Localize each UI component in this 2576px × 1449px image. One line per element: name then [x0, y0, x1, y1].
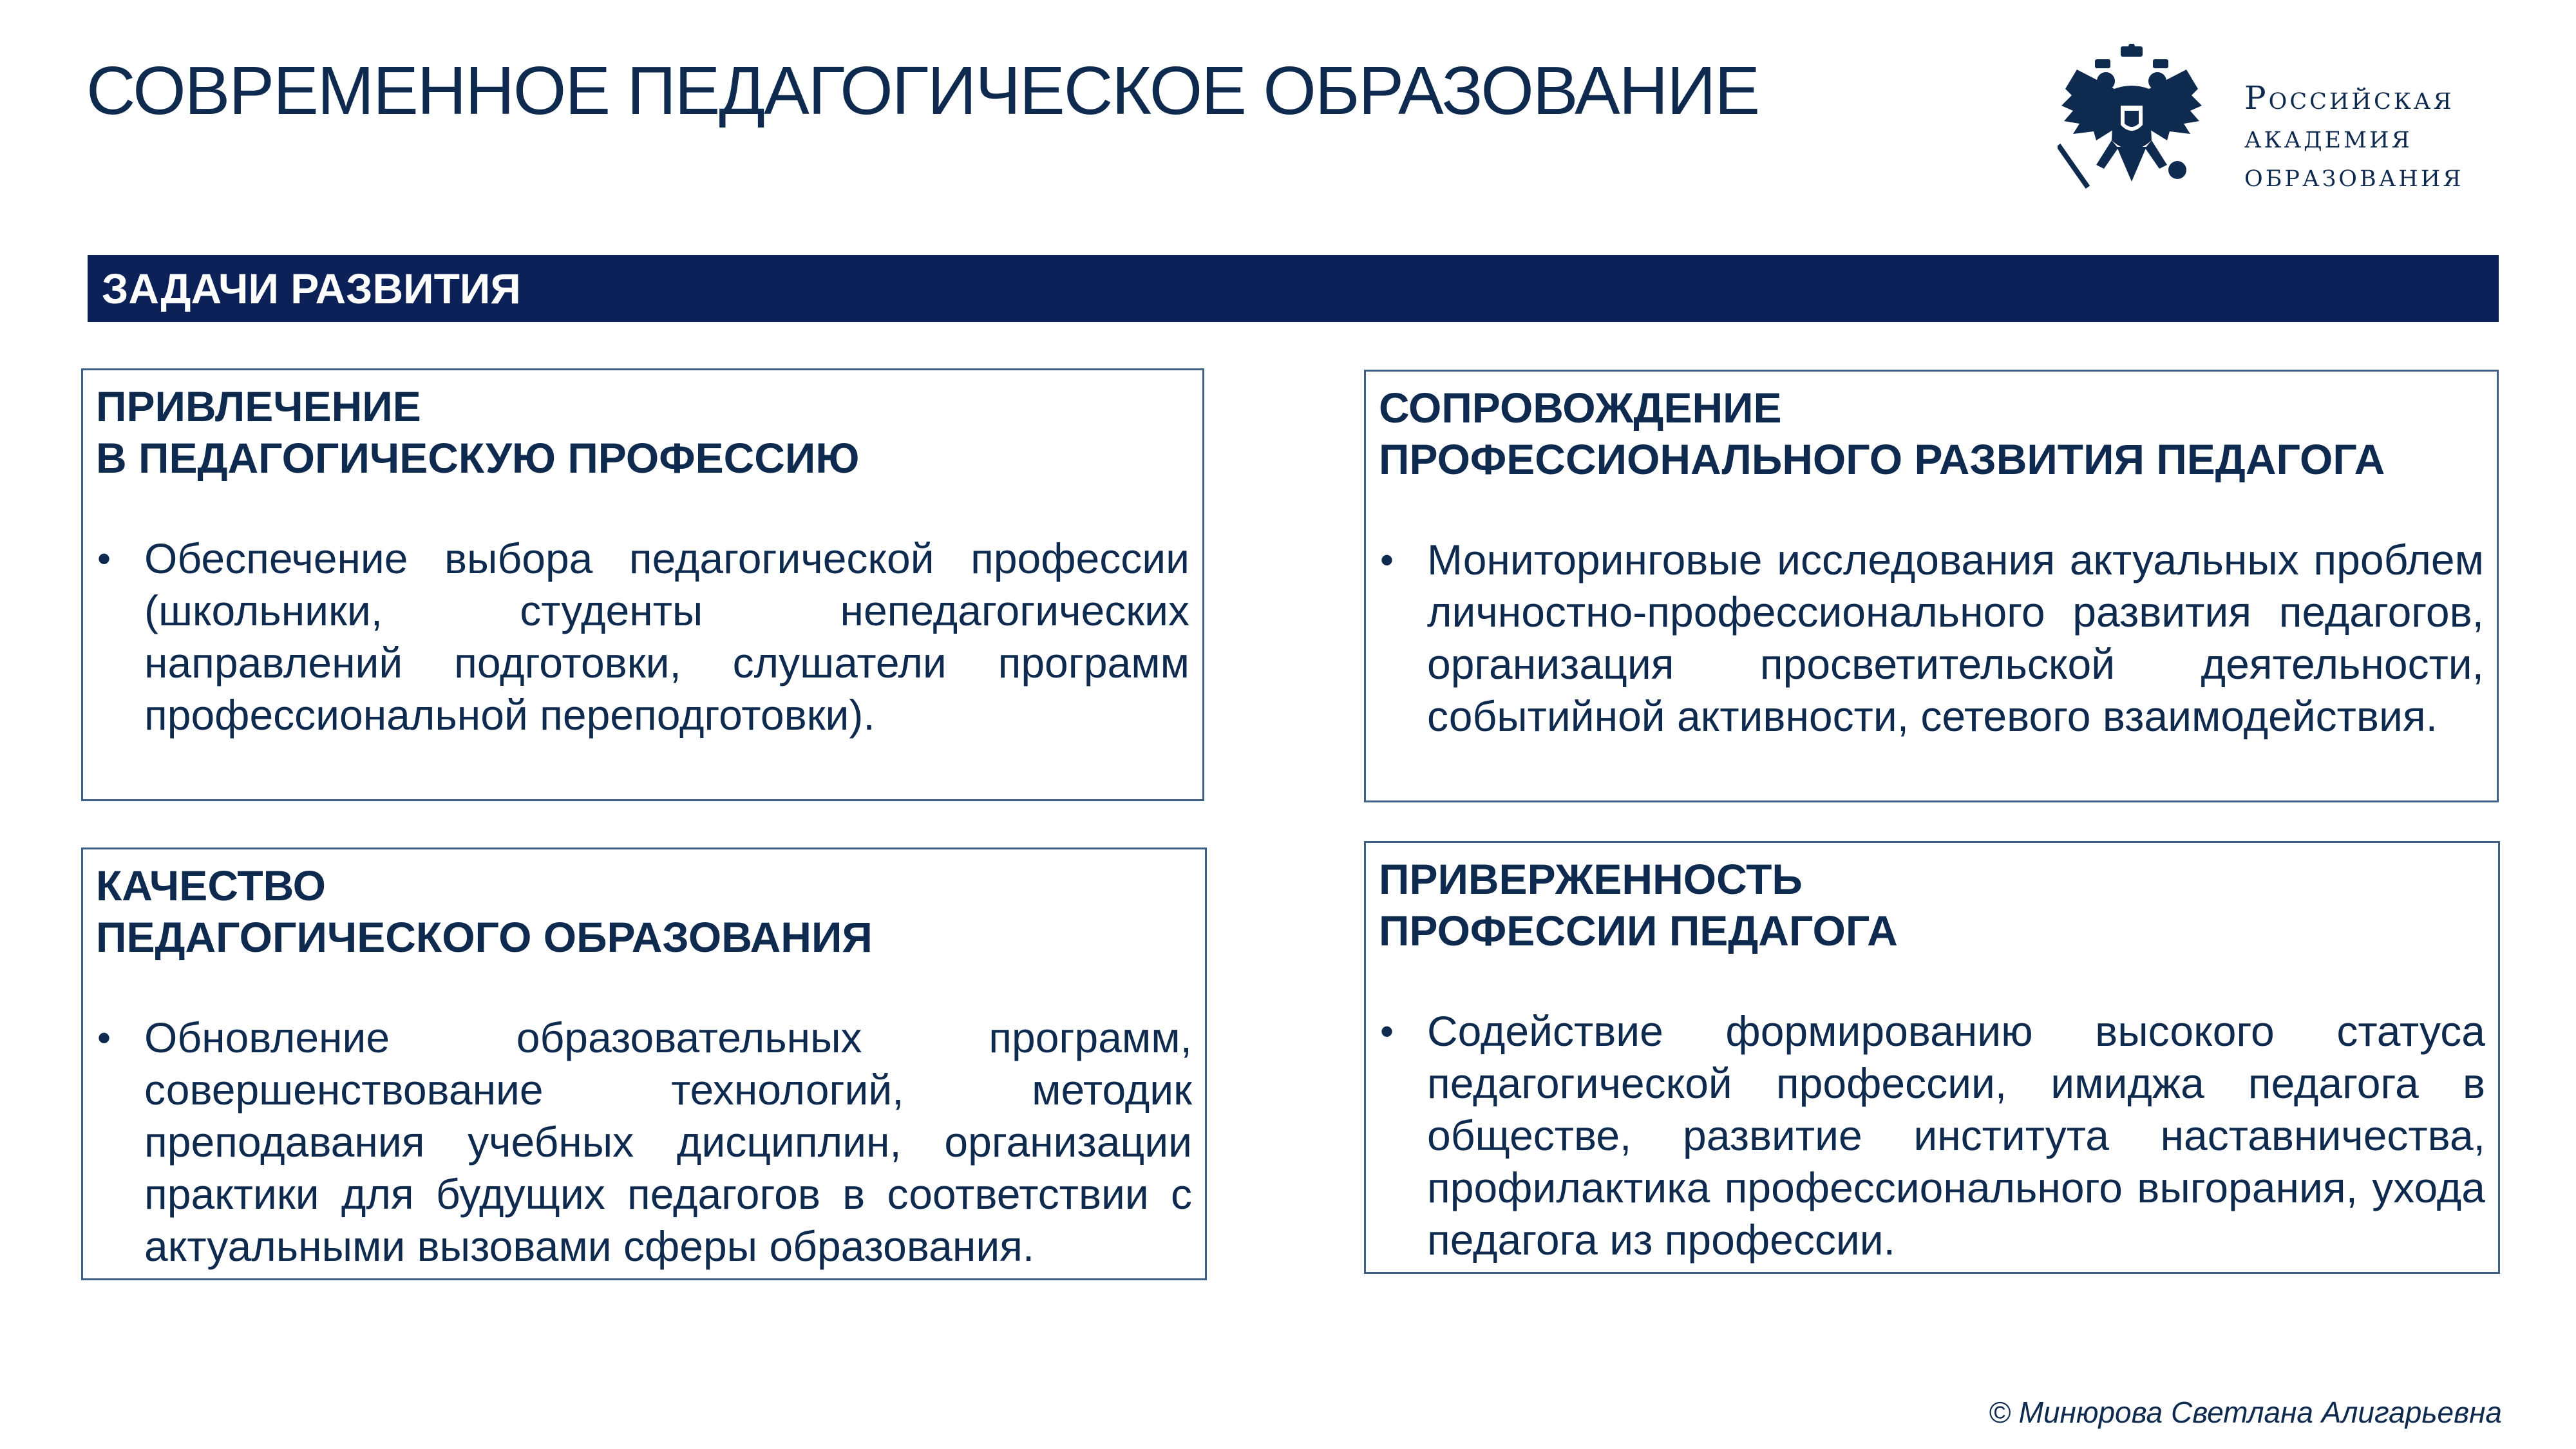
bullet-icon: •	[97, 537, 111, 580]
list-item	[1379, 1005, 2485, 1266]
card-title-line: ПРИВЕРЖЕННОСТЬ	[1379, 855, 1803, 903]
card-title-line: СОПРОВОЖДЕНИЕ	[1379, 384, 1782, 431]
task-card-attraction	[81, 368, 1204, 801]
bullet-icon: •	[1380, 538, 1394, 582]
page-title: СОВРЕМЕННОЕ ПЕДАГОГИЧЕСКОЕ ОБРАЗОВАНИЕ	[86, 53, 1759, 129]
list-item	[1379, 534, 2484, 743]
double-headed-eagle-icon	[2058, 44, 2206, 198]
card-title-line: ПРИВЛЕЧЕНИЕ	[96, 383, 421, 430]
copyright-text: © Минюрова Светлана Алигарьевна	[1988, 1396, 2502, 1429]
task-card-commitment	[1364, 841, 2500, 1274]
card-title	[96, 381, 1189, 484]
card-title	[96, 860, 1192, 963]
list-item	[96, 1012, 1192, 1273]
rao-logo	[2058, 44, 2521, 198]
bullet-text: Обеспечение выбора педагогической профессии (школьники, студенты непедагогических направлений подготовки, слушатели программ профессиональной переподготовки).	[144, 535, 1189, 739]
section-title: ЗАДАЧИ РАЗВИТИЯ	[102, 265, 521, 312]
card-title-line: ПРОФЕССИИ ПЕДАГОГА	[1379, 907, 1898, 954]
bullet-icon: •	[97, 1016, 111, 1059]
logo-line-2: академия	[2244, 118, 2412, 155]
card-title	[1379, 853, 2485, 956]
card-title-line: В ПЕДАГОГИЧЕСКУЮ ПРОФЕССИЮ	[96, 434, 860, 482]
logo-line-3: образования	[2244, 156, 2464, 194]
section-band	[88, 255, 2499, 322]
bullet-list	[96, 533, 1189, 741]
card-title	[1379, 382, 2484, 485]
bullet-text: Содействие формированию высокого статуса педагогической профессии, имиджа педагога в обществе, развитие института наставничества, профилактика профессионального выгорания, ухода педагога из профессии.	[1427, 1007, 2485, 1264]
task-card-quality	[81, 848, 1207, 1280]
bullet-icon: •	[1380, 1010, 1394, 1053]
bullet-list	[96, 1012, 1192, 1273]
card-title-line: ПРОФЕССИОНАЛЬНОГО РАЗВИТИЯ ПЕДАГОГА	[1379, 435, 2385, 483]
card-title-line: КАЧЕСТВО	[96, 862, 327, 909]
bullet-text: Мониторинговые исследования актуальных проблем личностно-профессионального развития педагогов, организация просветительской деятельности, событийной активности, сетевого взаимодействия.	[1427, 536, 2484, 740]
bullet-list	[1379, 534, 2484, 743]
card-title-line: ПЕДАГОГИЧЕСКОГО ОБРАЗОВАНИЯ	[96, 913, 873, 961]
task-card-support	[1364, 370, 2499, 802]
bullet-text: Обновление образовательных программ, совершенствование технологий, методик преподавания учебных дисциплин, организации практики для будущих педагогов в соответствии с актуальными вызовами сферы образования.	[144, 1014, 1192, 1270]
logo-line-1: Российская	[2244, 79, 2454, 117]
list-item	[96, 533, 1189, 741]
bullet-list	[1379, 1005, 2485, 1266]
